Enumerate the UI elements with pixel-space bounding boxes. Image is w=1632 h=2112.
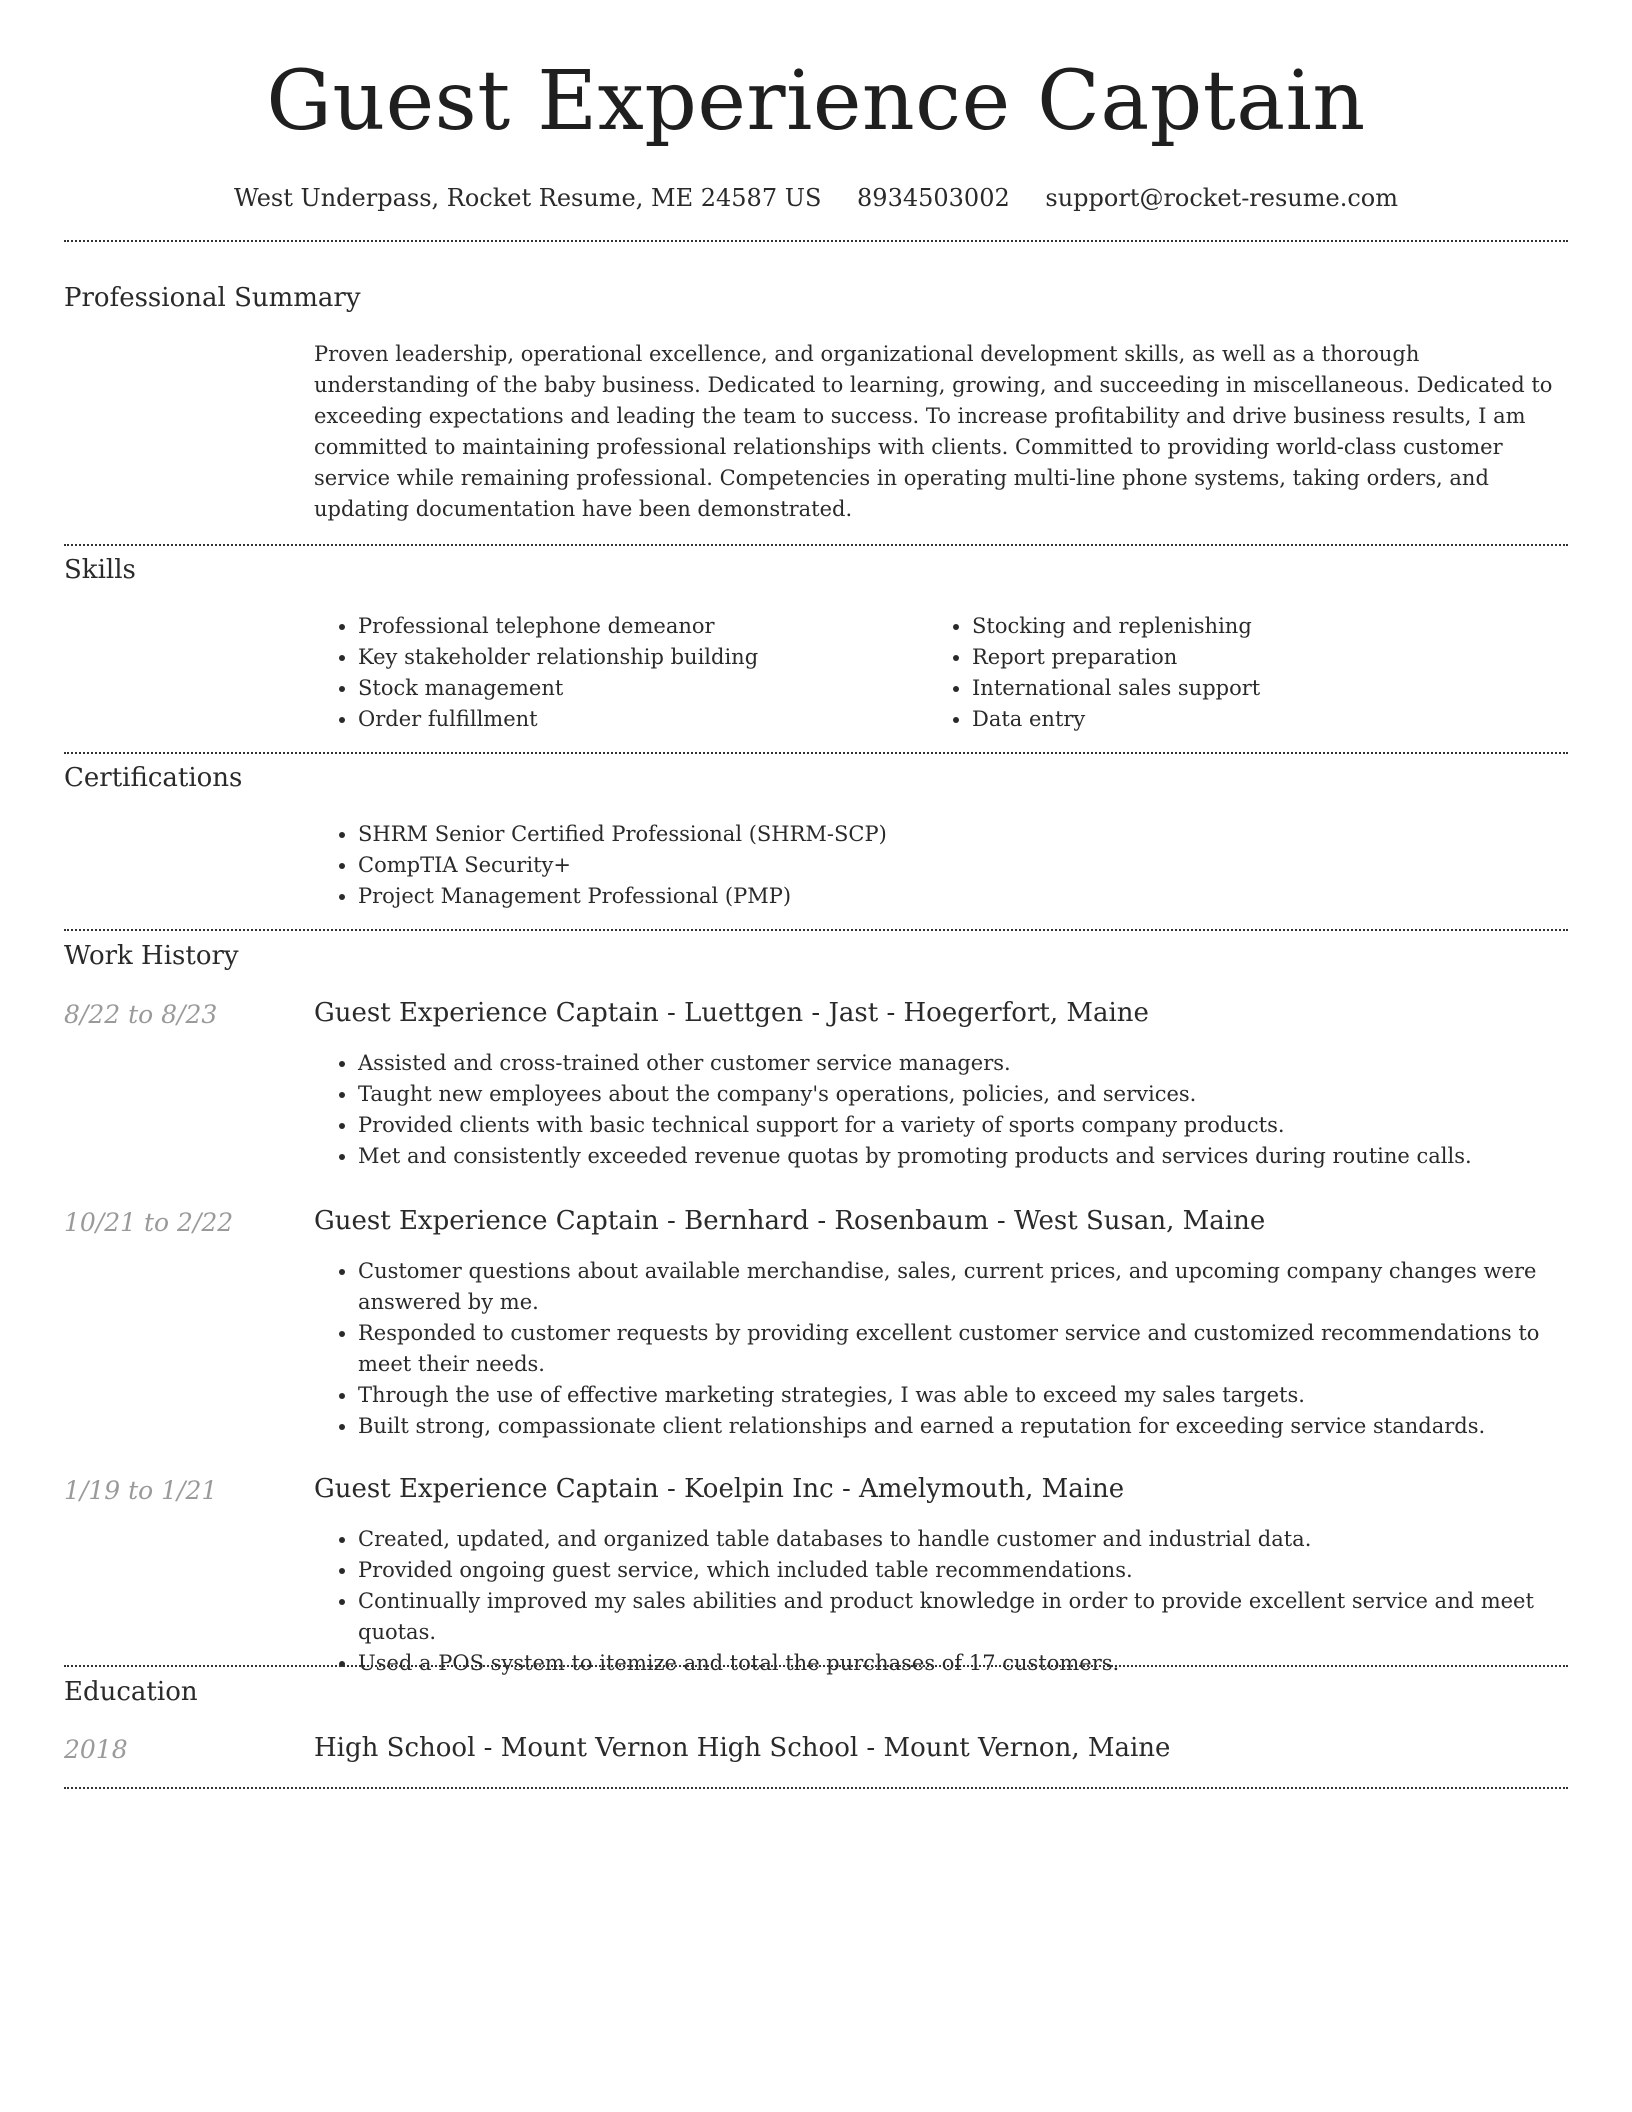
certification-item: • SHRM Senior Certified Professional (SHRM-SCP): [358, 819, 1564, 850]
summary-text: Proven leadership, operational excellence, and organizational development skills, as well as a thorough understanding of the baby business. Dedicated to learning, growing, and succeeding in miscellaneous. Dedicated to exceeding expectations and leading the team to success. To increase profitability and drive business results, I am committed to maintaining professional relationships with clients. Committed to providing world-class customer service while remaining professional. Competencies in operating multi-line phone systems, taking orders, and updating documentation have been demonstrated.: [314, 342, 1553, 521]
job-title: Guest Experience Captain - Bernhard - Rosenbaum - West Susan, Maine: [314, 1206, 1266, 1236]
summary-section-title: Professional Summary: [64, 283, 361, 313]
certifications-list: [314, 819, 1564, 912]
certifications-section-title: Certifications: [64, 763, 243, 793]
job-bullet: • Provided clients with basic technical support for a variety of sports company products.: [358, 1110, 1564, 1141]
job-bullet: • Responded to customer requests by providing excellent customer service and customized recommendations to meet their needs.: [358, 1318, 1564, 1380]
job-title: Guest Experience Captain - Koelpin Inc - Amelymouth, Maine: [314, 1474, 1125, 1504]
skill-item: • International sales support: [972, 673, 1528, 704]
skill-item: • Professional telephone demeanor: [358, 611, 914, 642]
skills-column-left: [314, 611, 914, 735]
contact-email: support@rocket-resume.com: [1045, 184, 1398, 212]
job-bullet: • Provided ongoing guest service, which included table recommendations.: [358, 1555, 1564, 1586]
job-bullets: [314, 1048, 1564, 1172]
candidate-name: Guest Experience Captain: [266, 54, 1366, 149]
contact-address: West Underpass, Rocket Resume, ME 24587 US: [233, 184, 822, 212]
resume-header: [0, 0, 1632, 212]
divider: [64, 752, 1568, 754]
skills-list: [314, 611, 1564, 735]
skills-column-right: [928, 611, 1528, 735]
job-dates: 8/22 to 8/23: [64, 1000, 218, 1029]
skill-item: • Stock management: [358, 673, 914, 704]
contact-line: [0, 184, 1632, 212]
divider: [64, 240, 1568, 242]
education-section-title: Education: [64, 1677, 198, 1707]
job-bullet: • Continually improved my sales abilities and product knowledge in order to provide excellent service and meet quotas.: [358, 1586, 1564, 1648]
job-bullets: [314, 1524, 1564, 1679]
skills-section-title: Skills: [64, 555, 136, 585]
education-date: 2018: [64, 1735, 128, 1764]
job-bullet: • Created, updated, and organized table databases to handle customer and industrial data.: [358, 1524, 1564, 1555]
job-title: Guest Experience Captain - Luettgen - Jast - Hoegerfort, Maine: [314, 998, 1149, 1028]
job-bullet: • Met and consistently exceeded revenue quotas by promoting products and services during routine calls.: [358, 1141, 1564, 1172]
divider: [64, 929, 1568, 931]
job-bullet: • Used a POS system to itemize and total the purchases of 17 customers.: [358, 1648, 1564, 1679]
divider: [64, 1665, 1568, 1667]
contact-phone: 8934503002: [857, 184, 1010, 212]
education-entry: High School - Mount Vernon High School - Mount Vernon, Maine: [314, 1733, 1171, 1763]
divider: [64, 544, 1568, 546]
skill-item: • Order fulfillment: [358, 704, 914, 735]
work-section-title: Work History: [64, 941, 239, 971]
job-dates: 10/21 to 2/22: [64, 1208, 234, 1237]
certification-item: • CompTIA Security+: [358, 850, 1564, 881]
job-bullet: • Built strong, compassionate client relationships and earned a reputation for exceeding service standards.: [358, 1411, 1564, 1442]
certification-item: • Project Management Professional (PMP): [358, 881, 1564, 912]
skill-item: • Stocking and replenishing: [972, 611, 1528, 642]
skill-item: • Data entry: [972, 704, 1528, 735]
job-bullet: • Assisted and cross-trained other customer service managers.: [358, 1048, 1564, 1079]
job-bullet: • Through the use of effective marketing strategies, I was able to exceed my sales targets.: [358, 1380, 1564, 1411]
job-dates: 1/19 to 1/21: [64, 1476, 218, 1505]
job-bullets: [314, 1256, 1564, 1442]
job-bullet: • Taught new employees about the company's operations, policies, and services.: [358, 1079, 1564, 1110]
skill-item: • Key stakeholder relationship building: [358, 642, 914, 673]
skill-item: • Report preparation: [972, 642, 1528, 673]
job-bullet: • Customer questions about available merchandise, sales, current prices, and upcoming company changes were answered by me.: [358, 1256, 1564, 1318]
divider: [64, 1787, 1568, 1789]
